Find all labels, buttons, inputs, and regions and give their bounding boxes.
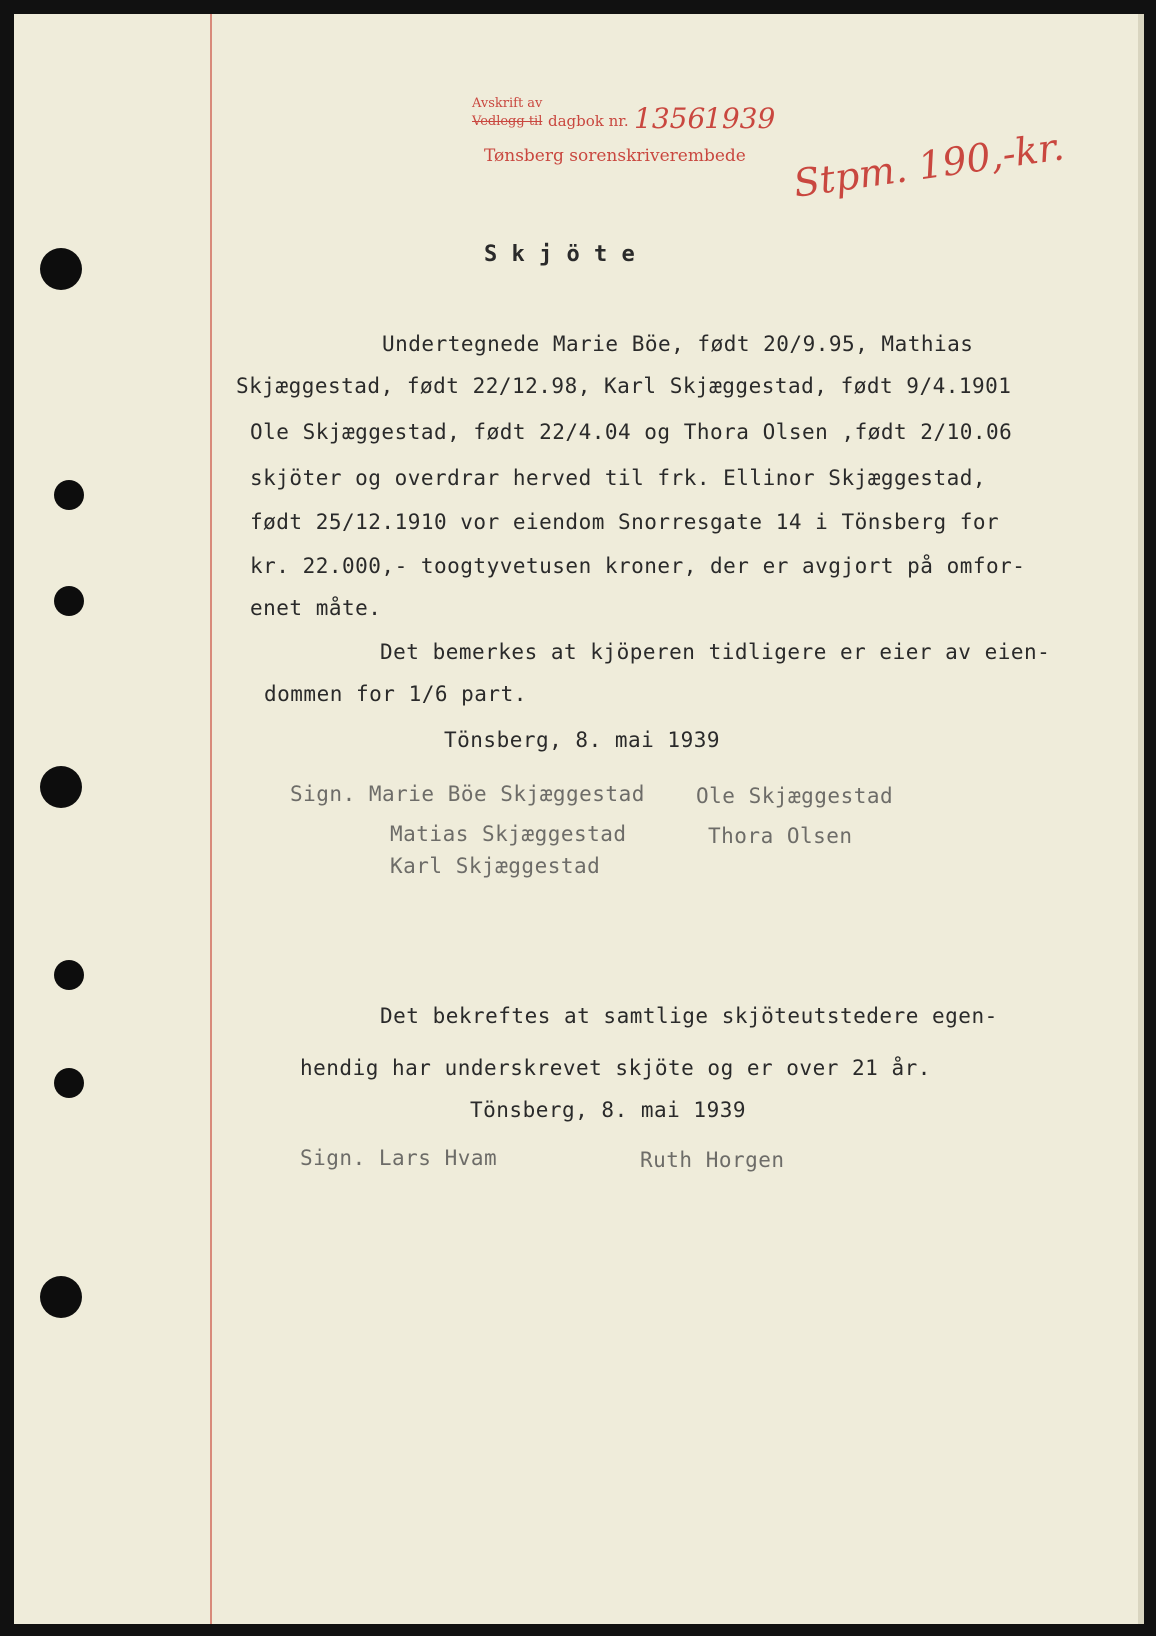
punch-hole — [54, 480, 84, 510]
document-title: S k j ö t e — [484, 242, 636, 267]
document-page — [14, 14, 1144, 1624]
body-line: dommen for 1/6 part. — [264, 682, 527, 706]
punch-hole — [54, 1068, 84, 1098]
confirmation-line: Det bekreftes at samtlige skjöteutstedere egen- — [380, 1004, 998, 1028]
signature-line: Matias Skjæggestad — [390, 822, 627, 846]
punch-hole — [40, 766, 82, 808]
stamp-dagbok-label: dagbok nr. — [548, 112, 629, 130]
confirmation-line: hendig har underskrevet skjöte og er over 21 år. — [300, 1056, 931, 1080]
signature-line: Sign. Marie Böe Skjæggestad — [290, 782, 645, 806]
margin-rule — [210, 14, 212, 1624]
signature-line: Sign. Lars Hvam — [300, 1146, 498, 1170]
stamp-dagbok-number: 1356 — [634, 102, 706, 135]
stamp-vedlegg-struck: Vedlegg til — [472, 114, 543, 129]
signature-line: Karl Skjæggestad — [390, 854, 601, 878]
body-line: Undertegnede Marie Böe, født 20/9.95, Mathias — [382, 332, 974, 356]
body-line: født 25/12.1910 vor eiendom Snorresgate 14 i Tönsberg for — [250, 510, 1000, 534]
punch-hole — [40, 1276, 82, 1318]
fee-note: Stpm. 190,-kr. — [790, 124, 1067, 206]
body-line: Skjæggestad, født 22/12.98, Karl Skjæggestad, født 9/4.1901 — [236, 374, 1012, 398]
signature-line: Ole Skjæggestad — [696, 784, 894, 808]
body-line: Ole Skjæggestad, født 22/4.04 og Thora Olsen ,født 2/10.06 — [250, 420, 1013, 444]
punch-hole — [54, 960, 84, 990]
body-line: Det bemerkes at kjöperen tidligere er eier av eien- — [380, 640, 1051, 664]
signature-line: Ruth Horgen — [640, 1148, 785, 1172]
body-line: kr. 22.000,- toogtyvetusen kroner, der er avgjort på omfor- — [250, 554, 1026, 578]
punch-hole — [40, 248, 82, 290]
place-date: Tönsberg, 8. mai 1939 — [470, 1098, 747, 1122]
page-edge — [1138, 14, 1144, 1624]
stamp-year: 1939 — [704, 102, 776, 135]
body-line: skjöter og overdrar herved til frk. Ellinor Skjæggestad, — [250, 466, 987, 490]
stamp-office: Tønsberg sorenskriverembede — [484, 146, 746, 166]
punch-hole — [54, 586, 84, 616]
signature-line: Thora Olsen — [708, 824, 853, 848]
body-line: enet måte. — [250, 596, 382, 620]
stamp-avskrift: Avskrift av — [472, 96, 543, 111]
place-date: Tönsberg, 8. mai 1939 — [444, 728, 721, 752]
